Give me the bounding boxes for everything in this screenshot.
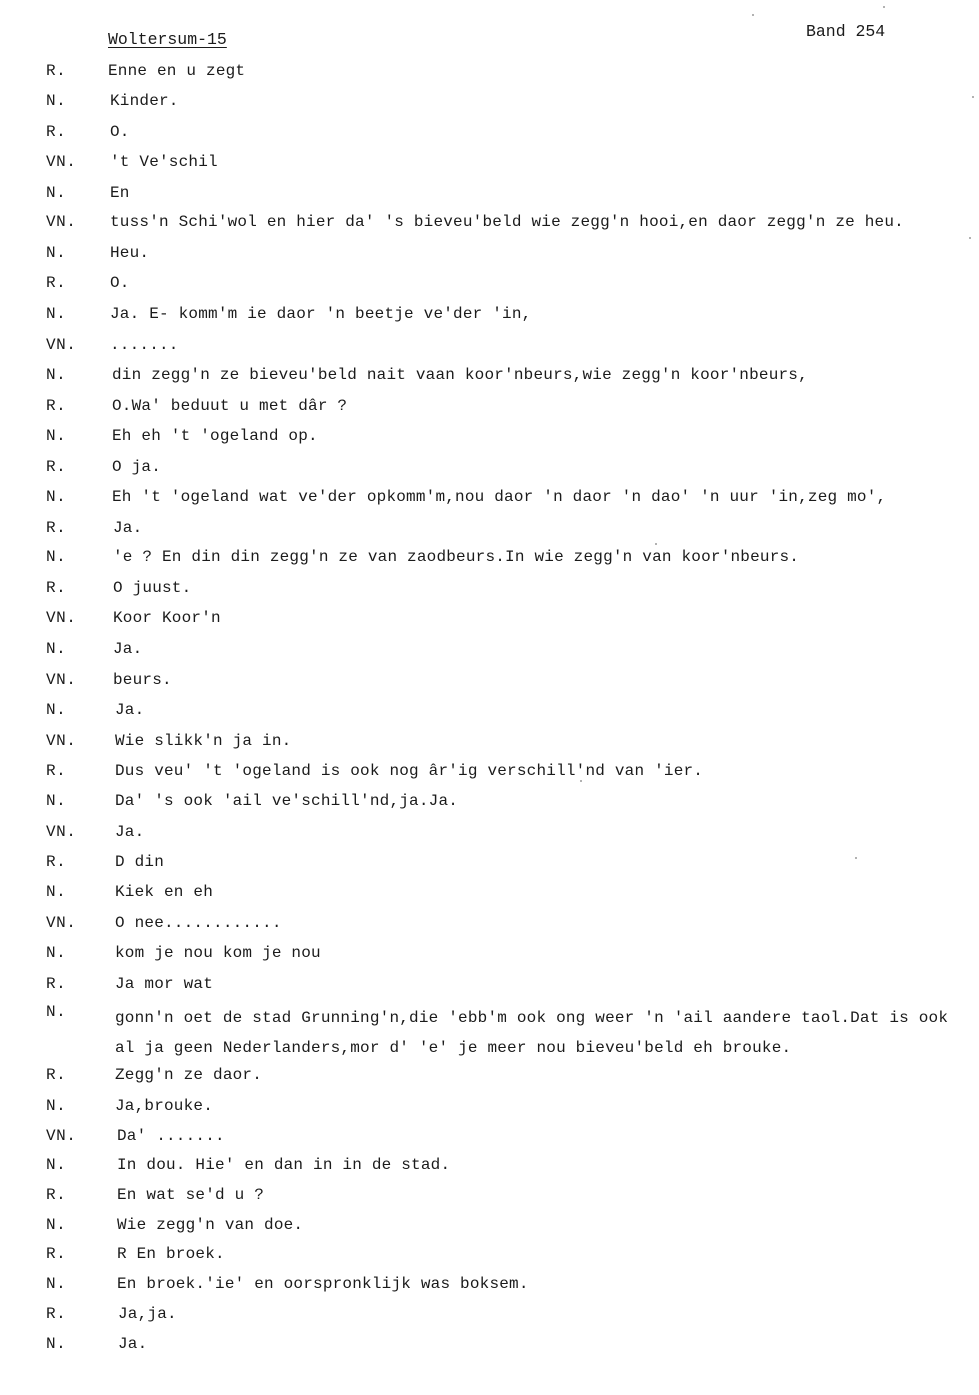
- speaker-label: VN.: [46, 914, 77, 932]
- transcript-line: [0, 823, 979, 847]
- utterance-text: din zegg'n ze bieveu'beld nait vaan koor'nbeurs,wie zegg'n koor'nbeurs,: [112, 366, 808, 384]
- transcript-line: [0, 914, 979, 938]
- transcript-line: [0, 336, 979, 360]
- speaker-label: N.: [46, 92, 67, 110]
- utterance-text: Ja,ja.: [118, 1305, 177, 1323]
- transcript-line: [0, 92, 979, 116]
- speaker-label: R.: [46, 1245, 67, 1263]
- utterance-text: Heu.: [110, 244, 150, 262]
- speaker-label: R.: [46, 1066, 67, 1084]
- transcript-line: [0, 305, 979, 329]
- utterance-text: Kinder.: [110, 92, 179, 110]
- transcript-line: [0, 975, 979, 999]
- speaker-label: R.: [46, 123, 67, 141]
- transcript-line: [0, 701, 979, 725]
- utterance-text: Koor Koor'n: [113, 609, 221, 627]
- transcript-line: [0, 244, 979, 268]
- utterance-text: Kiek en eh: [115, 883, 214, 901]
- scan-speck: [752, 14, 754, 16]
- utterance-text: Da' 's ook 'ail ve'schill'nd,ja.Ja.: [115, 792, 459, 810]
- transcript-line: [0, 671, 979, 695]
- transcript-line: [0, 1127, 979, 1151]
- utterance-text: Ja.: [113, 640, 143, 658]
- utterance-text: .......: [110, 336, 179, 354]
- utterance-text: O.Wa' beduut u met dâr ?: [112, 397, 348, 415]
- speaker-label: R.: [46, 1186, 67, 1204]
- transcript-line: [0, 1275, 979, 1299]
- transcript-line: [0, 427, 979, 451]
- scan-speck: [855, 857, 857, 859]
- speaker-label: R.: [46, 853, 67, 871]
- speaker-label: R.: [46, 397, 67, 415]
- transcript-line: [0, 1186, 979, 1210]
- transcript-line: [0, 366, 979, 390]
- utterance-text: 't Ve'schil: [110, 153, 218, 171]
- transcript-line: [0, 1216, 979, 1240]
- speaker-label: N.: [46, 366, 67, 384]
- utterance-text: O juust.: [113, 579, 192, 597]
- scan-speck: [580, 780, 582, 782]
- utterance-text: gonn'n oet de stad Grunning'n,die 'ebb'm ook ong weer 'n 'ail aandere taol.Dat is ook al ja geen Nederlanders,mor d' 'e' je meer nou bieveu'beld eh brouke.: [115, 1009, 949, 1057]
- speaker-label: N.: [46, 1335, 67, 1353]
- speaker-label: VN.: [46, 671, 77, 689]
- utterance-text: Enne en u zegt: [108, 62, 246, 80]
- speaker-label: N.: [46, 1156, 67, 1174]
- speaker-label: VN.: [46, 1127, 77, 1145]
- speaker-label: R.: [46, 579, 67, 597]
- transcript-line: [0, 1245, 979, 1269]
- transcript-line: [0, 488, 979, 512]
- scan-speck: [972, 96, 974, 98]
- transcript-line: [0, 213, 979, 237]
- utterance-text: beurs.: [113, 671, 172, 689]
- utterance-text: Ja,brouke.: [115, 1097, 214, 1115]
- utterance-text: Eh eh 't 'ogeland op.: [112, 427, 318, 445]
- speaker-label: R.: [46, 458, 67, 476]
- transcript-line: [0, 762, 979, 786]
- speaker-label: VN.: [46, 823, 77, 841]
- speaker-label: VN.: [46, 336, 77, 354]
- speaker-label: N.: [46, 1216, 67, 1234]
- transcript-line: [0, 579, 979, 603]
- transcript-line: [0, 1066, 979, 1090]
- speaker-label: N.: [46, 701, 67, 719]
- utterance-text: Eh 't 'ogeland wat ve'der opkomm'm,nou daor 'n daor 'n dao' 'n uur 'in,zeg mo',: [112, 488, 887, 506]
- transcript-line: [0, 274, 979, 298]
- utterance-text: O.: [110, 274, 130, 292]
- utterance-text: O.: [110, 123, 130, 141]
- utterance-text: Wie zegg'n van doe.: [117, 1216, 304, 1234]
- utterance-text: 'e ? En din din zegg'n ze van zaodbeurs.In wie zegg'n van koor'nbeurs.: [113, 548, 800, 566]
- speaker-label: R.: [46, 1305, 67, 1323]
- speaker-label: N.: [46, 944, 67, 962]
- utterance-text: Ja.: [115, 823, 145, 841]
- scan-speck: [883, 6, 885, 8]
- transcript-line: [0, 1156, 979, 1180]
- speaker-label: N.: [46, 548, 67, 566]
- transcript-line: [0, 1305, 979, 1329]
- utterance-text: En: [110, 184, 130, 202]
- speaker-label: N.: [46, 427, 67, 445]
- utterance-text: kom je nou kom je nou: [115, 944, 321, 962]
- utterance-text: Ja.: [118, 1335, 148, 1353]
- document-title: Woltersum-15: [108, 30, 227, 49]
- scan-speck: [655, 543, 657, 545]
- band-number: Band 254: [806, 22, 886, 41]
- speaker-label: VN.: [46, 609, 77, 627]
- speaker-label: N.: [46, 305, 67, 323]
- speaker-label: N.: [46, 1003, 67, 1021]
- utterance-text: In dou. Hie' en dan in in de stad.: [117, 1156, 451, 1174]
- utterance-text: En broek.'ie' en oorspronklijk was boksem.: [117, 1275, 529, 1293]
- transcript-line: [0, 944, 979, 968]
- utterance-text: D din: [115, 853, 165, 871]
- transcript-line: [0, 853, 979, 877]
- utterance-text: Wie slikk'n ja in.: [115, 732, 292, 750]
- transcript-line: [0, 640, 979, 664]
- speaker-label: N.: [46, 883, 67, 901]
- utterance-text: Ja.: [113, 519, 143, 537]
- speaker-label: R.: [46, 274, 67, 292]
- speaker-label: N.: [46, 1097, 67, 1115]
- utterance-text: R En broek.: [117, 1245, 225, 1263]
- transcript-line: [0, 548, 979, 572]
- transcript-line: [0, 123, 979, 147]
- transcript-line: [0, 458, 979, 482]
- transcript-line: [0, 184, 979, 208]
- transcript-line: [0, 1335, 979, 1359]
- speaker-label: N.: [46, 184, 67, 202]
- transcript-line: [0, 62, 979, 86]
- speaker-label: R.: [46, 519, 67, 537]
- utterance-text: tuss'n Schi'wol en hier da' 's bieveu'beld wie zegg'n hooi,en daor zegg'n ze heu.: [110, 213, 904, 231]
- speaker-label: N.: [46, 1275, 67, 1293]
- utterance-text: Ja.: [115, 701, 145, 719]
- speaker-label: N.: [46, 488, 67, 506]
- speaker-label: R.: [46, 975, 67, 993]
- speaker-label: VN.: [46, 213, 77, 231]
- transcript-line: [0, 153, 979, 177]
- speaker-label: R.: [46, 62, 67, 80]
- utterance-text: O ja.: [112, 458, 162, 476]
- transcript-line: [0, 732, 979, 756]
- transcript-line: [0, 519, 979, 543]
- utterance-text: En wat se'd u ?: [117, 1186, 265, 1204]
- utterance-text: Dus veu' 't 'ogeland is ook nog âr'ig verschill'nd van 'ier.: [115, 762, 704, 780]
- utterance-text: Ja mor wat: [115, 975, 214, 993]
- speaker-label: N.: [46, 244, 67, 262]
- transcript-line: [0, 792, 979, 816]
- transcript-line: [0, 1097, 979, 1121]
- scan-speck: [969, 237, 971, 239]
- transcript-line: [0, 1003, 979, 1057]
- speaker-label: VN.: [46, 153, 77, 171]
- speaker-label: N.: [46, 792, 67, 810]
- transcript-line: [0, 609, 979, 633]
- speaker-label: N.: [46, 640, 67, 658]
- speaker-label: VN.: [46, 732, 77, 750]
- speaker-label: R.: [46, 762, 67, 780]
- utterance-text: O nee............: [115, 914, 282, 932]
- utterance-text: Da' .......: [117, 1127, 225, 1145]
- transcript-line: [0, 397, 979, 421]
- transcript-line: [0, 883, 979, 907]
- utterance-text: Ja. E- komm'm ie daor 'n beetje ve'der 'in,: [110, 305, 532, 323]
- utterance-text: Zegg'n ze daor.: [115, 1066, 263, 1084]
